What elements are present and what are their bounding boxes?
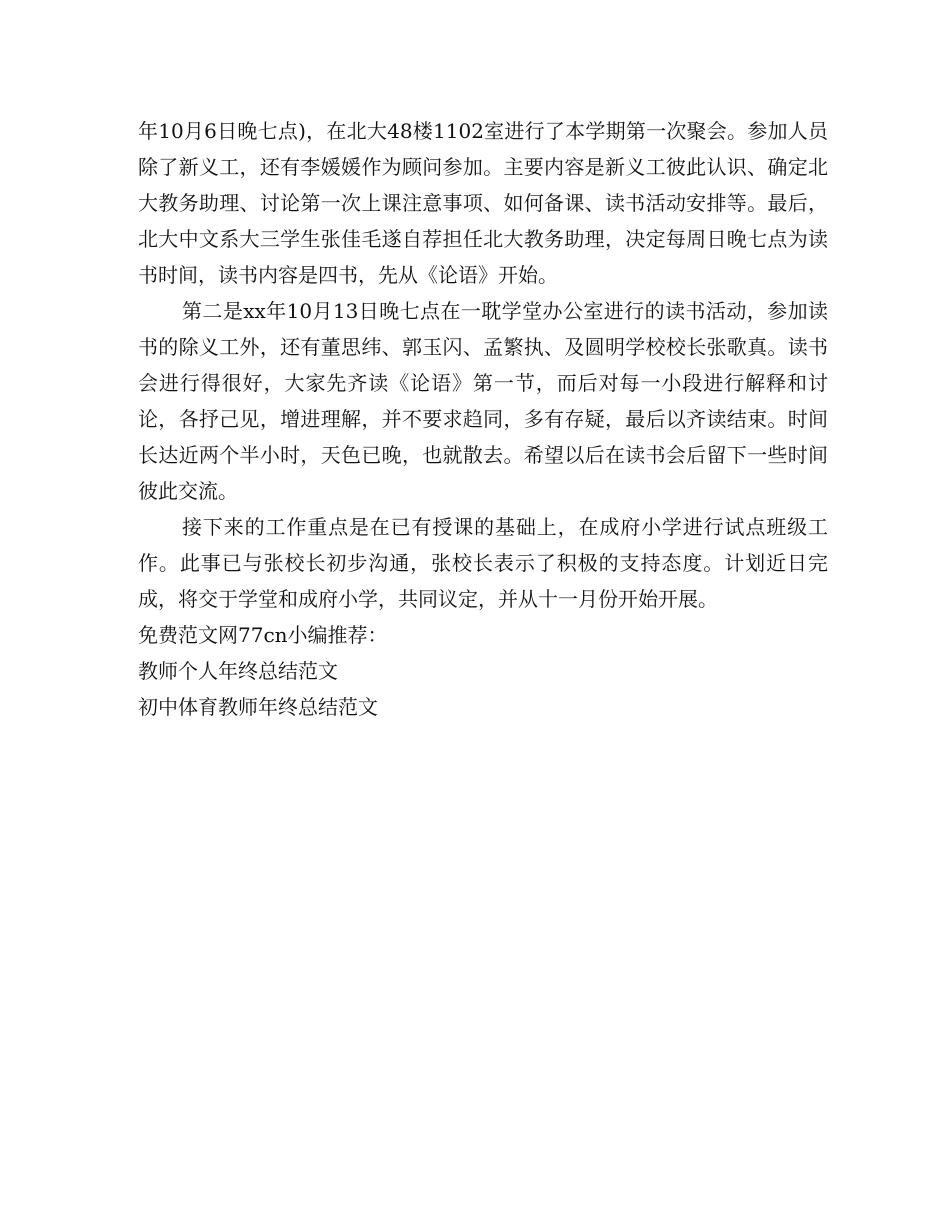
recommended-article-link-1[interactable]: 教师个人年终总结范文 [138,659,338,683]
paragraph-2: 第二是xx年10月13日晚七点在一耽学堂办公室进行的读书活动，参加读书的除义工外，还有董思纬、郭玉闪、孟繁执、及圆明学校校长张歌真。读书会进行得很好，大家先齐读《论语》第一节，而后对每一小段进行解释和讨论，各抒己见，增进理解，并不要求趋同，多有存疑，最后以齐读结束。时间长达近两个半小时，天色已晚，也就散去。希望以后在读书会后留下一些时间彼此交流。 [138,299,828,503]
paragraph-3: 接下来的工作重点是在已有授课的基础上，在成府小学进行试点班级工作。此事已与张校长初步沟通，张校长表示了积极的支持态度。计划近日完成，将交于学堂和成府小学，共同议定，并从十一月份开始开展。 [138,515,828,611]
recommend-label: 免费范文网77cn小编推荐： [138,623,388,647]
paragraph-1: 年10月6日晚七点)，在北大48楼1102室进行了本学期第一次聚会。参加人员除了新义工，还有李媛媛作为顾问参加。主要内容是新义工彼此认识、确定北大教务助理、讨论第一次上课注意事项、如何备课、读书活动安排等。最后，北大中文系大三学生张佳毛遂自荐担任北大教务助理，决定每周日晚七点为读书时间，读书内容是四书，先从《论语》开始。 [138,119,828,287]
recommended-article-link-2[interactable]: 初中体育教师年终总结范文 [138,695,378,719]
document-page [138,113,828,725]
